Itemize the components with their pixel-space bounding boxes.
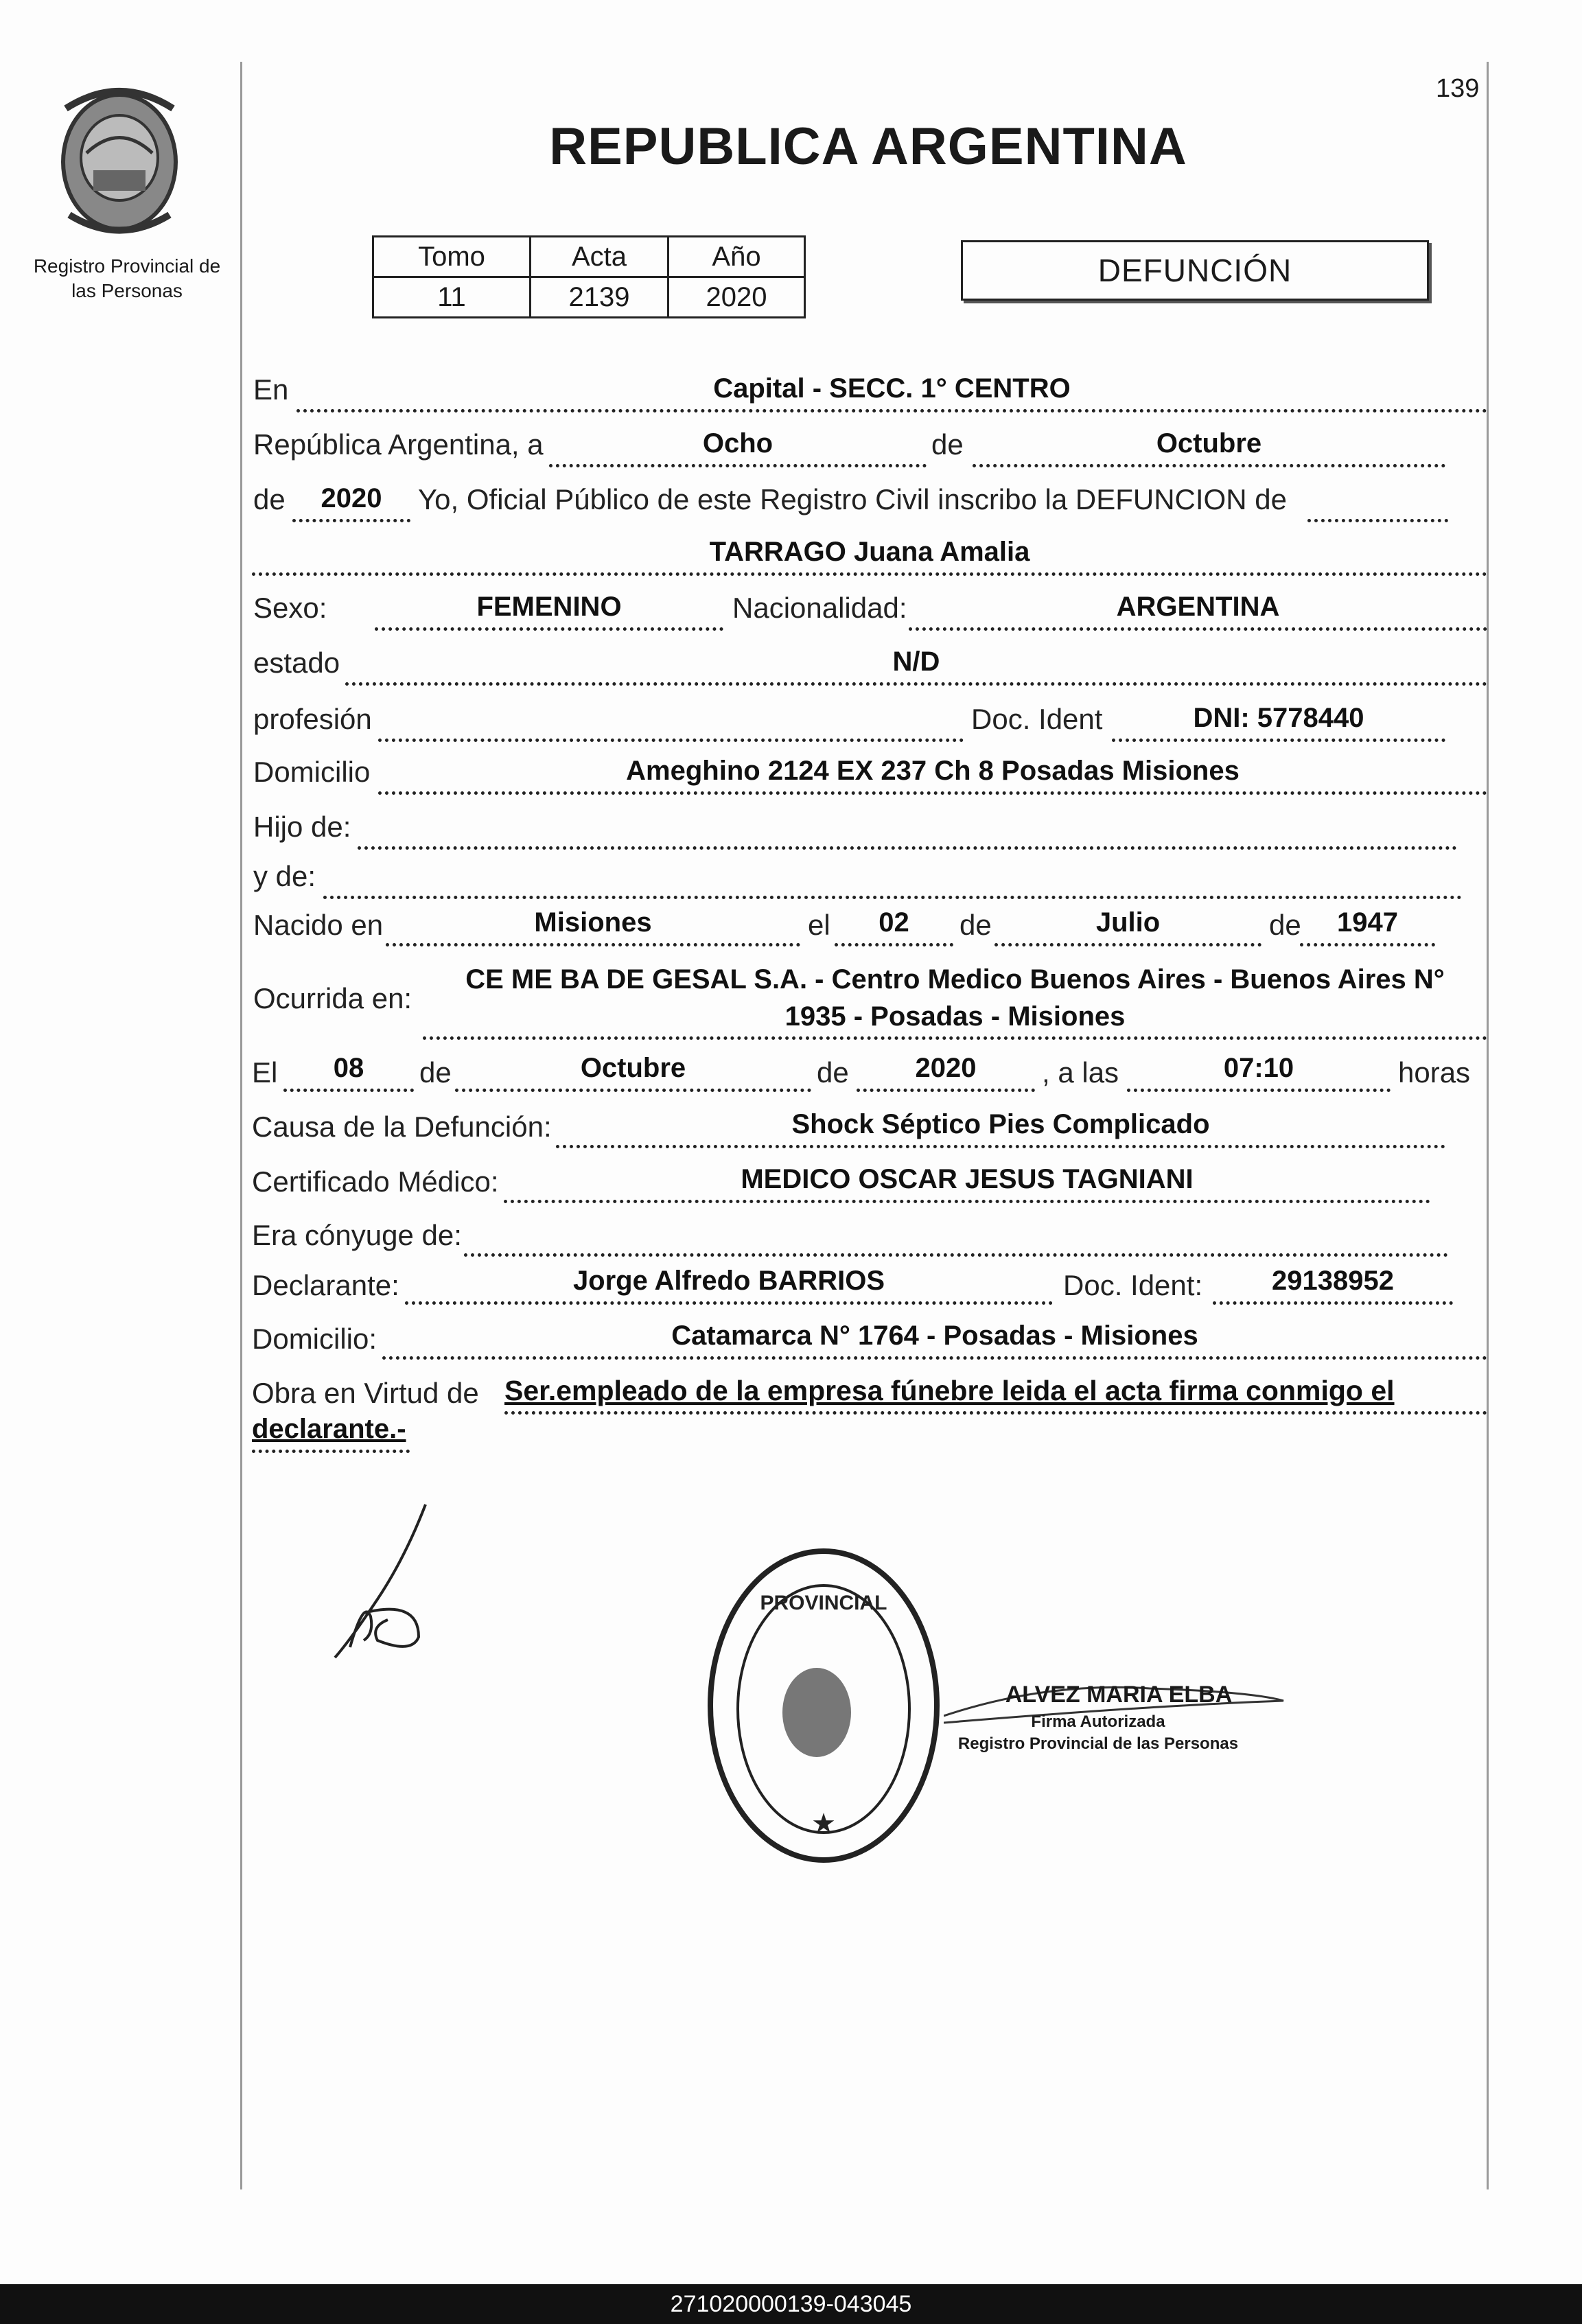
nacionalidad-label: Nacionalidad: (732, 592, 907, 624)
document-title: REPUBLICA ARGENTINA (549, 117, 1187, 176)
page-number: 139 (1436, 74, 1480, 103)
signer-block (940, 1682, 1256, 1754)
death-time-field: 07:10 (1127, 1050, 1391, 1092)
svg-text:★: ★ (811, 1809, 836, 1839)
sexo-field: FEMENINO (375, 589, 723, 631)
value-ano: 2020 (668, 277, 805, 318)
yde-label: y de: (253, 860, 316, 892)
month-field: Octubre (973, 426, 1445, 467)
year-field: 2020 (292, 480, 410, 522)
record-table (372, 235, 806, 318)
signer-org: Registro Provincial de las Personas (957, 1734, 1239, 1753)
header-acta: Acta (531, 237, 668, 277)
ocurrida-label: Ocurrida en: (253, 982, 412, 1014)
estado-field: N/D (345, 644, 1487, 686)
death-month-field: Octubre (455, 1050, 811, 1092)
birth-day-field: 02 (835, 905, 953, 946)
ocurrida-line-2: 1935 - Posadas - Misiones (784, 1001, 1126, 1032)
doc-ident-label: Doc. Ident (971, 703, 1103, 735)
nacido-label: Nacido en (253, 909, 384, 941)
birth-month-field: Julio (994, 905, 1261, 946)
yde-field (323, 857, 1462, 899)
estado-label: estado (253, 647, 340, 679)
causa-label: Causa de la Defunción: (252, 1111, 552, 1143)
en-label: En (253, 373, 289, 406)
en-field: Capital - SECC. 1° CENTRO (296, 371, 1487, 412)
declarante-doc-field: 29138952 (1213, 1263, 1453, 1305)
obra-field-line-2: declarante.- (252, 1411, 410, 1453)
profesion-label: profesión (253, 703, 372, 735)
record-type-box: DEFUNCIÓN (961, 240, 1429, 301)
republica-label: República Argentina, a (253, 428, 544, 461)
handwritten-signature (323, 1496, 446, 1668)
inscribo-text: Yo, Oficial Público de este Registro Civil inscribo la DEFUNCION de (418, 483, 1287, 515)
svg-text:PROVINCIAL: PROVINCIAL (760, 1592, 887, 1614)
inscribo-blank (1307, 480, 1448, 522)
declarante-doc-label: Doc. Ident: (1063, 1269, 1203, 1301)
de-label-6: de (817, 1056, 849, 1089)
footer-code: 271020000139-043045 (0, 2284, 1582, 2324)
value-tomo: 11 (373, 277, 531, 318)
de-label-4: de (1269, 909, 1301, 941)
registry-line-2: las Personas (71, 280, 183, 301)
hijo-label: Hijo de: (253, 811, 351, 843)
certificado-label: Certificado Médico: (252, 1165, 499, 1198)
horas-label: horas (1398, 1056, 1471, 1089)
obra-label: Obra en Virtud de (252, 1377, 479, 1409)
death-year-field: 2020 (857, 1050, 1035, 1092)
de-label-3: de (959, 909, 992, 941)
certificado-field: MEDICO OSCAR JESUS TAGNIANI (504, 1161, 1430, 1203)
declarante-domicilio-label: Domicilio: (252, 1323, 377, 1355)
declarante-domicilio-field: Catamarca N° 1764 - Posadas - Misiones (382, 1318, 1487, 1360)
obra-field-line-1: Ser.empleado de la empresa fúnebre leida el acta firma conmigo el (504, 1373, 1487, 1415)
header-ano: Año (668, 237, 805, 277)
doc-ident-field: DNI: 5778440 (1112, 700, 1445, 742)
sexo-label: Sexo: (253, 592, 327, 624)
header-tomo: Tomo (373, 237, 531, 277)
de-label: de (931, 428, 964, 461)
signer-name: ALVEZ MARIA ELBA (1005, 1682, 1233, 1708)
conyuge-field (464, 1215, 1448, 1257)
declarante-field: Jorge Alfredo BARRIOS (405, 1263, 1053, 1305)
left-margin-line (240, 62, 242, 2189)
alas-label: , a las (1042, 1056, 1119, 1089)
domicilio-label: Domicilio (253, 756, 371, 788)
ocurrida-line-1: CE ME BA DE GESAL S.A. - Centro Medico Buenos Aires - Buenos Aires N° (465, 964, 1445, 995)
el-label: el (808, 909, 830, 941)
day-field: Ocho (549, 426, 927, 467)
ocurrida-field (423, 961, 1487, 1040)
profesion-field (378, 700, 964, 742)
El-label: El (252, 1056, 278, 1089)
conyuge-label: Era cónyuge de: (252, 1219, 462, 1251)
birth-year-field: 1947 (1300, 905, 1435, 946)
death-day-field: 08 (283, 1050, 414, 1092)
de-label-2: de (253, 483, 286, 515)
nacido-field: Misiones (386, 905, 800, 946)
hijo-field (358, 808, 1457, 850)
nacionalidad-field: ARGENTINA (909, 589, 1487, 631)
registry-caption (14, 254, 240, 303)
declarante-label: Declarante: (252, 1269, 399, 1301)
causa-field: Shock Séptico Pies Complicado (556, 1106, 1445, 1148)
registry-line-1: Registro Provincial de (33, 255, 221, 277)
deceased-name-field: TARRAGO Juana Amalia (252, 534, 1487, 576)
value-acta: 2139 (531, 277, 668, 318)
official-stamp (703, 1544, 951, 1874)
domicilio-field: Ameghino 2124 EX 237 Ch 8 Posadas Misiones (378, 753, 1487, 795)
signer-role: Firma Autorizada (1031, 1712, 1165, 1731)
de-label-5: de (419, 1056, 452, 1089)
